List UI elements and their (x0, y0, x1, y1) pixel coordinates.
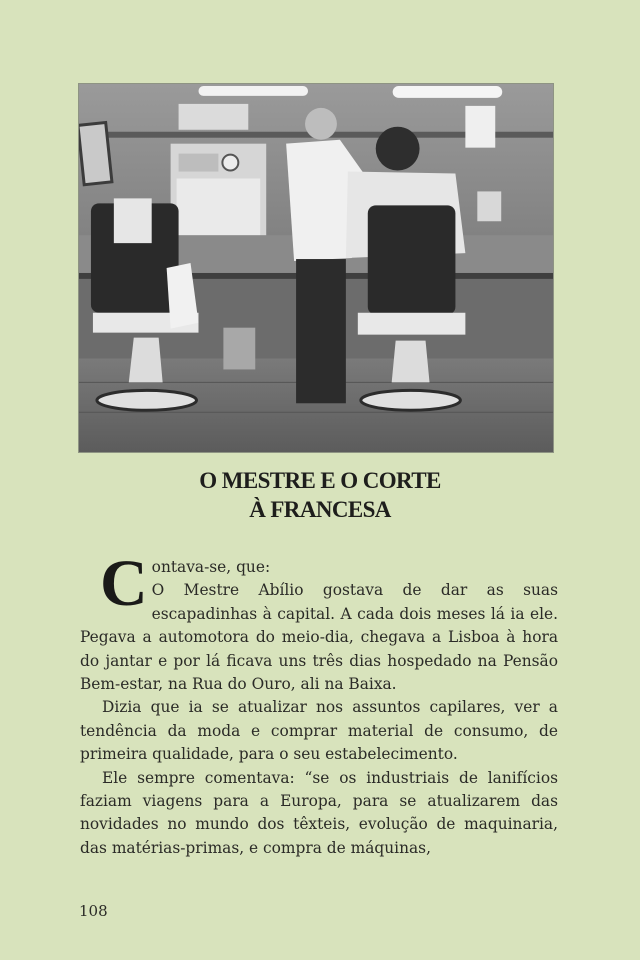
photo-illustration (79, 84, 553, 452)
drop-cap: C (100, 547, 148, 620)
opening-paragraph (80, 547, 558, 696)
chapter-body (80, 547, 558, 860)
opening-line: ontava-se, que: (151, 558, 271, 576)
chapter-title-line-1: O MESTRE E O CORTE (199, 468, 441, 493)
barbershop-photo (78, 83, 554, 453)
paragraph-3: Ele sempre comentava: “se os industriais de lanifícios faziam viagens para a Europa, para se atualizarem das novidades no mundo dos têxteis, evolução de maquinaria, das matérias-primas, e compra de máquinas, (80, 768, 558, 857)
chapter-title-line-2: À FRANCESA (249, 497, 391, 522)
paragraph-1: O Mestre Abílio gostava de dar as suas escapadinhas à capital. A cada dois meses lá ia ele. Pegava a automotora do meio-dia, chegava a Lisboa à hora do jantar e por lá ficava uns três dias hospedado na Pensão Bem-estar, na Rua do Ouro, ali na Baixa. (80, 581, 558, 694)
paragraph-2: Dizia que ia se atualizar nos assuntos capilares, ver a tendência da moda e comprar material de consumo, de primeira qualidade, para o seu estabelecimento. (80, 698, 558, 764)
chapter-title (0, 466, 640, 524)
page-number: 108 (79, 902, 108, 920)
